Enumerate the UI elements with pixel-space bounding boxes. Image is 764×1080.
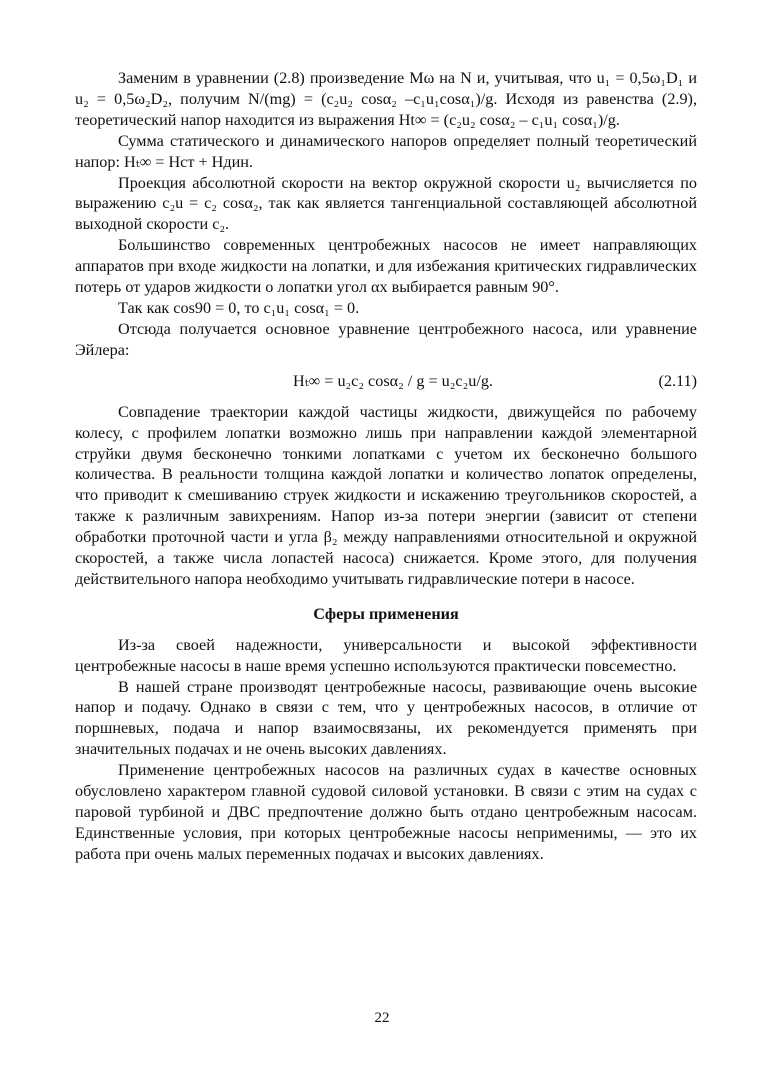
euler-equation <box>75 371 697 392</box>
paragraph-4: Большинство современных центробежных насосов не имеет направляющих аппаратов при входе жидкости на лопатки, и для избежания критических гидравлических потерь от ударов жидкости о лопатки угол αx выбирается равным 90°. <box>75 236 697 297</box>
paragraph-7: Совпадение траектории каждой частицы жидкости, движущейся по рабочему колесу, с профилем лопатки возможно лишь при направлении каждой элементарной струйки двумя бесконечно тонкими лопатками с учетом их бесконечно большого количества. В реальности толщина каждой лопатки и количество лопаток определены, что приводит к смешиванию струек жидкости и искажению треугольников скоростей, а также к различным завихрениям. Напор из-за потери энергии (зависит от степени обработки проточной части и угла β₂ между направлениями относительной и окружной скоростей, а также числа лопастей насоса) снижается. Кроме этого, для получения действительного напора необходимо учитывать гидравлические потери в насосе. <box>75 402 697 588</box>
section-paragraph-3: Применение центробежных насосов на различных судах в качестве основных обусловлено характером главной судовой силовой установки. В связи с этим на судах с паровой турбиной и ДВС предпочтение должно быть отдано центробежным насосам. Единственные условия, при которых центробежные насосы неприменимы, — это их работа при очень малых переменных подачах и высоких давлениях. <box>75 761 697 863</box>
page-number: 22 <box>374 1010 390 1026</box>
paragraph-2: Сумма статического и динамического напоров определяет полный теоретический напор: Hₜ∞ = Hст + Hдин. <box>75 131 697 171</box>
paragraph-3: Проекция абсолютной скорости на вектор окружной скорости u₂ вычисляется по выражению c₂u = c₂ cosα₂, так как является тангенциальной составляющей абсолютной выходной скорости c₂. <box>75 173 697 234</box>
formula-text: Hₜ∞ = u₂c₂ cosα₂ / g = u₂c₂u/g. <box>293 371 493 390</box>
paragraph-1: Заменим в уравнении (2.8) произведение Mω на N и, учитывая, что u₁ = 0,5ω₁D₁ и u₂ = 0,5ω₂D₂, получим N/(mg) = (c₂u₂ cosα₂ –c₁u₁cosα₁)/g. Исходя из равенства (2.9), теоретический напор находится из выражения Ht∞ = (c₂u₂ cosα₂ – c₁u₁ cosα₁)/g. <box>75 69 697 129</box>
section-title: Сферы применения <box>313 604 459 623</box>
formula-number: (2.11) <box>658 371 697 390</box>
paragraph-5: Так как cos90 = 0, то c₁u₁ cosα₁ = 0. <box>118 298 360 317</box>
page-body <box>75 68 697 865</box>
section-paragraph-1: Из-за своей надежности, универсальности и высокой эффективности центробежные насосы в наше время успешно используются практически повсеместно. <box>75 635 697 675</box>
paragraph-6: Отсюда получается основное уравнение центробежного насоса, или уравнение Эйлера: <box>75 319 697 359</box>
section-paragraph-2: В нашей стране производят центробежные насосы, развивающие очень высокие напор и подачу. Однако в связи с тем, что у центробежных насосов, в отличие от поршневых, подача и напор взаимосвязаны, их рекомендуется применять при значительных подачах и не очень высоких давлениях. <box>75 677 697 759</box>
